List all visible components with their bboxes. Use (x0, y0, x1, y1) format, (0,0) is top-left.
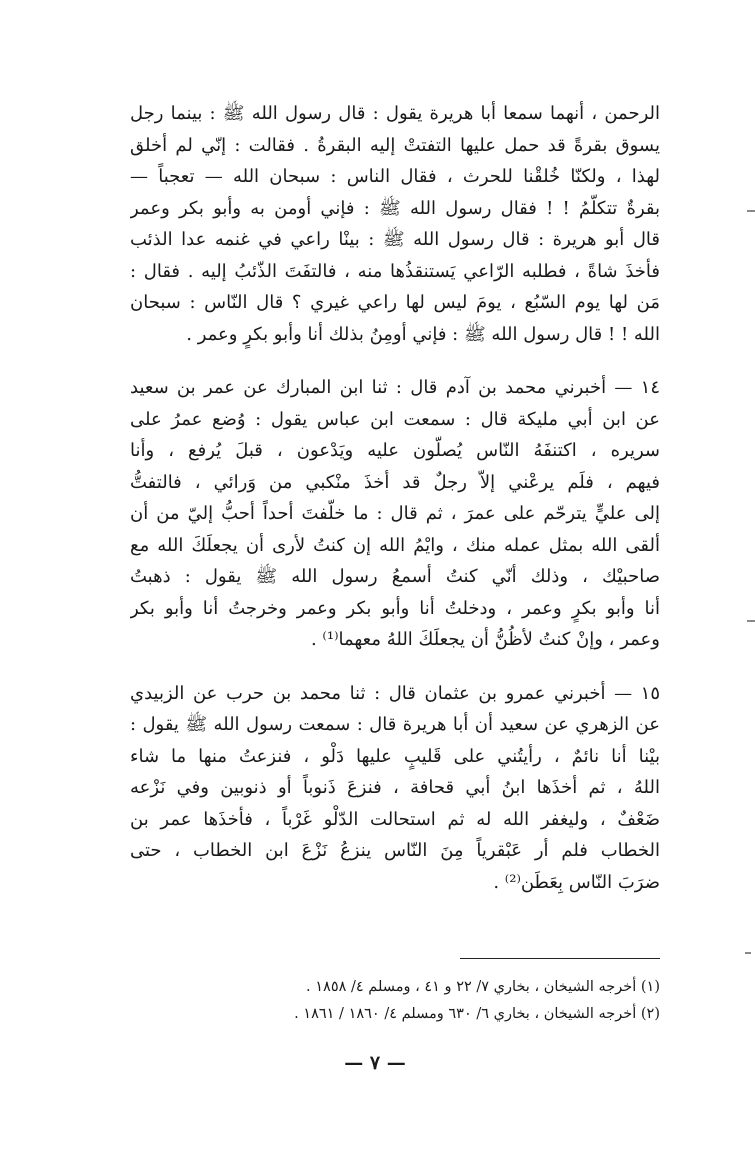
text-line: عن الزهري عن سعيد أن أبا هريرة قال : سمعت رسول الله ﷺ يقول : (130, 714, 660, 735)
scan-edge-mark (745, 952, 751, 954)
text-line: إلى عليٍّ يترحّم على عمرَ ، ثم قال : ما خلّفتَ أحداً أحبُّ إليّ من أن (130, 503, 660, 524)
footnote-divider (460, 958, 660, 959)
footnote-2: (٢) أخرجه الشيخان ، بخاري ٦/ ٦٣٠ ومسلم ٤/ ١٨٦٠ / ١٨٦١ . (294, 1006, 660, 1022)
text-line: ضرَبَ النّاس بِعَطَن⁽²⁾ . (493, 871, 660, 893)
page-body (130, 98, 660, 898)
text-line: فيهم ، فلَم يرعْني إلاّ رجلٌ قد أخذَ منْكبي من وَرائي ، فالتفتُّ (130, 471, 660, 493)
footnote-1: (١) أخرجه الشيخان ، بخاري ٧/ ٢٢ و ٤١ ، ومسلم ٤/ ١٨٥٨ . (306, 979, 660, 995)
footnotes (130, 974, 660, 1028)
text-line: ١٥ — أخبرني عمرو بن عثمان قال : ثنا محمد بن حرب عن الزبيدي (130, 682, 660, 704)
text-line: ألقى الله بمثل عمله منك ، وايْمُ الله إن كنتُ لأرى أن يجعلَكَ الله مع (130, 534, 660, 556)
page-number: — ٧ — (344, 1052, 406, 1074)
text-line: سريره ، اكتنفَهُ النّاس يُصلّون عليه ويَدْعون ، قبلَ يُرفع ، وأنا (130, 440, 660, 461)
text-line: الله ! ! قال رسول الله ﷺ : فإني أومِنُ بذلك أنا وأبو بكرٍ وعمر . (186, 323, 660, 345)
scan-edge-mark (747, 210, 755, 212)
text-line: اللهُ ، ثم أخذَها ابنُ أبي قحافة ، فنزعَ ذَنوباً أو ذنوبين وفي نَزْعه (130, 777, 660, 798)
text-line: عن ابن أبي مليكة قال : سمعت ابن عباس يقول : وُضع عمرُ على (130, 408, 660, 430)
text-line: مَن لها يوم السّبُع ، يومَ ليس لها راعي غيري ؟ قال النّاس : سبحان (130, 292, 660, 313)
scan-edge-mark (747, 620, 755, 622)
text-line: بيْنا أنا نائمٌ ، رأيتُني على قَليبٍ عليها دَلْو ، فنزعتُ منها ما شاء (130, 745, 660, 767)
paragraph-hadith-cow-wolf (130, 98, 660, 350)
text-line: وعمر ، وإنْ كنتُ لأظُنُّ أن يجعلَكَ اللهُ معهما⁽¹⁾ . (310, 629, 660, 650)
paragraph-hadith-14 (130, 372, 660, 656)
text-line: ضَعْفٌ ، وليغفر الله له ثم استحالت الدّلْو غَرْباً ، فأخذَها عمر بن (130, 808, 660, 830)
text-line: الخطاب فلم أر عَبْقرياً مِنَ النّاس ينزعُ نَزْعَ ابن الخطاب ، حتى (130, 840, 660, 861)
text-line: أنا وأبو بكرٍ وعمر ، ودخلتُ أنا وأبو بكر وعمر وخرجتُ أنا وأبو بكر (130, 597, 660, 619)
text-line: قال أبو هريرة : قال رسول الله ﷺ : بينْا راعي في غنمه عدا الذئب (130, 229, 660, 250)
text-line: لهذا ، ولكنّا خُلقْنا للحرث ، فقال الناس : سبحان الله — تعجباً — (130, 166, 660, 187)
paragraph-hadith-15 (130, 678, 660, 899)
text-line: فأخذَ شاةً ، فطلبه الرّاعي يَستنقذُها منه ، فالتفَتَ الذّئبُ إليه . فقال : (130, 260, 660, 282)
text-line: بقرةٌ تتكلّمُ ! ! فقال رسول الله ﷺ : فإني أومن به وأبو بكر وعمر (130, 197, 660, 219)
text-line: ١٤ — أخبرني محمد بن آدم قال : ثنا ابن المبارك عن عمر بن سعيد (130, 377, 660, 398)
text-line: يسوق بقرةً قد حمل عليها التفتتْ إليه البقرةُ . فقالت : إنّي لم أخلق (130, 134, 660, 156)
text-line: صاحبيْك ، وذلك أنّي كنتُ أسمعُ رسول الله ﷺ يقول : ذهبتُ (130, 566, 660, 587)
text-line: الرحمن ، أنهما سمعا أبا هريرة يقول : قال رسول الله ﷺ : بينما رجل (130, 103, 660, 124)
